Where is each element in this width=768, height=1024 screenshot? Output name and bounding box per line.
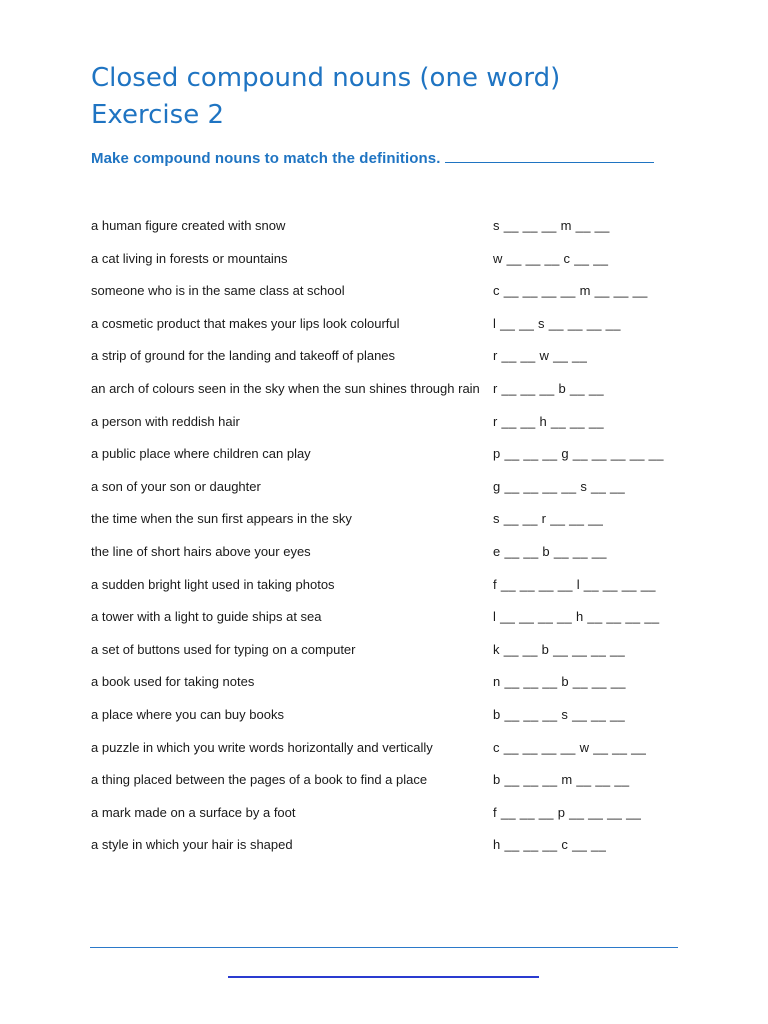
exercise-item bbox=[91, 767, 691, 800]
exercise-list bbox=[91, 213, 691, 865]
exercise-item bbox=[91, 474, 691, 507]
footer-divider bbox=[90, 947, 678, 948]
definition-text: the line of short hairs above your eyes bbox=[91, 543, 311, 559]
answer-hint: s __ __ __ m __ __ bbox=[493, 218, 610, 233]
answer-hint: p __ __ __ g __ __ __ __ __ bbox=[493, 446, 664, 462]
answer-hint: h __ __ __ c __ __ bbox=[493, 837, 607, 853]
definition-text: a mark made on a surface by a foot bbox=[91, 804, 296, 820]
footer-link-underline bbox=[228, 976, 539, 978]
answer-hint: n __ __ __ b __ __ __ bbox=[493, 674, 626, 690]
exercise-item bbox=[91, 539, 691, 572]
definition-text: a puzzle in which you write words horizontally and vertically bbox=[91, 739, 433, 755]
exercise-item bbox=[91, 702, 691, 735]
exercise-item bbox=[91, 506, 691, 539]
title-line-2: Exercise 2 bbox=[91, 100, 224, 130]
exercise-item bbox=[91, 213, 691, 246]
definition-text: a strip of ground for the landing and takeoff of planes bbox=[91, 348, 396, 364]
instruction-text: Make compound nouns to match the definitions. bbox=[91, 150, 441, 167]
definition-text: an arch of colours seen in the sky when the sun shines through rain bbox=[91, 380, 480, 396]
answer-hint: l __ __ __ __ h __ __ __ __ bbox=[493, 609, 660, 625]
definition-text: a place where you can buy books bbox=[91, 706, 284, 722]
answer-hint: g __ __ __ __ s __ __ bbox=[493, 478, 626, 494]
definition-text: a book used for taking notes bbox=[91, 674, 255, 690]
definition-text: a cat living in forests or mountains bbox=[91, 250, 288, 266]
answer-hint: r __ __ w __ __ bbox=[493, 348, 588, 364]
exercise-item bbox=[91, 376, 691, 409]
exercise-item bbox=[91, 832, 691, 865]
definition-text: a set of buttons used for typing on a computer bbox=[91, 641, 356, 657]
exercise-item bbox=[91, 637, 691, 670]
answer-hint: f __ __ __ __ l __ __ __ __ bbox=[493, 576, 656, 592]
exercise-item bbox=[91, 800, 691, 833]
definition-text: someone who is in the same class at school bbox=[91, 283, 345, 299]
answer-hint: s __ __ r __ __ __ bbox=[493, 511, 604, 527]
definition-text: the time when the sun first appears in the sky bbox=[91, 511, 352, 527]
title-line-1: Closed compound nouns (one word) bbox=[91, 63, 561, 93]
exercise-item bbox=[91, 735, 691, 768]
exercise-item bbox=[91, 669, 691, 702]
answer-hint: c __ __ __ __ w __ __ __ bbox=[493, 739, 647, 755]
page-title bbox=[91, 60, 560, 134]
answer-hint: f __ __ __ p __ __ __ __ bbox=[493, 804, 642, 820]
definition-text: a son of your son or daughter bbox=[91, 478, 261, 494]
answer-hint: b __ __ __ s __ __ __ bbox=[493, 706, 626, 722]
exercise-item bbox=[91, 278, 691, 311]
answer-hint: r __ __ h __ __ __ bbox=[493, 413, 604, 429]
exercise-item bbox=[91, 409, 691, 442]
exercise-item bbox=[91, 343, 691, 376]
exercise-item bbox=[91, 311, 691, 344]
answer-hint: w __ __ __ c __ __ bbox=[493, 250, 609, 266]
exercise-item bbox=[91, 572, 691, 605]
definition-text: a thing placed between the pages of a book to find a place bbox=[91, 772, 428, 788]
definition-text: a tower with a light to guide ships at sea bbox=[91, 609, 322, 625]
answer-hint: c __ __ __ __ m __ __ __ bbox=[493, 283, 648, 299]
answer-hint: l __ __ s __ __ __ __ bbox=[493, 315, 621, 331]
exercise-item bbox=[91, 441, 691, 474]
instruction bbox=[91, 148, 654, 167]
answer-hint: b __ __ __ m __ __ __ bbox=[493, 772, 630, 788]
exercise-item bbox=[91, 246, 691, 279]
definition-text: a human figure created with snow bbox=[91, 218, 286, 233]
answer-hint: e __ __ b __ __ __ bbox=[493, 543, 607, 559]
answer-hint: k __ __ b __ __ __ __ bbox=[493, 641, 626, 657]
definition-text: a sudden bright light used in taking photos bbox=[91, 576, 335, 592]
name-blank-line bbox=[445, 148, 654, 163]
answer-hint: r __ __ __ b __ __ bbox=[493, 380, 604, 396]
definition-text: a public place where children can play bbox=[91, 446, 311, 462]
definition-text: a cosmetic product that makes your lips look colourful bbox=[91, 315, 400, 331]
definition-text: a person with reddish hair bbox=[91, 413, 240, 429]
definition-text: a style in which your hair is shaped bbox=[91, 837, 293, 853]
exercise-item bbox=[91, 604, 691, 637]
